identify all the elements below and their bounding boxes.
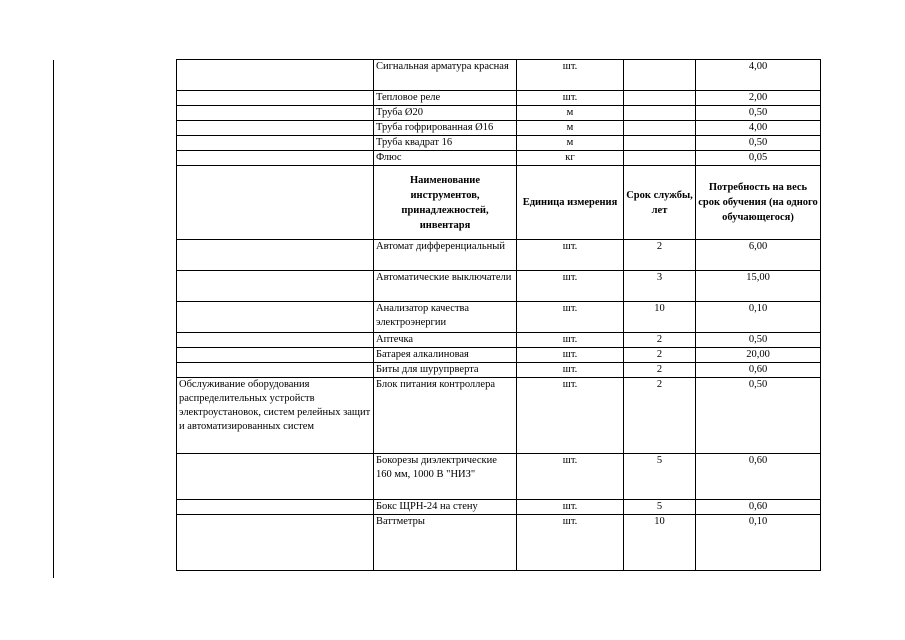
section-cell [177,333,374,348]
item-life: 2 [624,363,696,378]
item-name: Бокорезы диэлектрические 160 мм, 1000 В "НИЗ" [374,454,517,500]
item-need: 0,60 [696,454,821,500]
item-need: 0,60 [696,500,821,515]
item-unit: м [517,136,624,151]
item-name: Труба Ø20 [374,106,517,121]
section-label: Обслуживание оборудования распределительных устройств электроустановок, систем релейных защит и автоматизированных систем [177,378,374,454]
table-row [177,240,821,271]
item-name: Анализатор качества электроэнергии [374,302,517,333]
item-unit: шт. [517,302,624,333]
item-need: 15,00 [696,271,821,302]
table-header-row [177,166,821,240]
section-cell [177,240,374,271]
item-life [624,106,696,121]
section-cell [177,454,374,500]
table-row [177,378,821,454]
item-need: 0,10 [696,302,821,333]
table-row [177,151,821,166]
item-life: 2 [624,348,696,363]
item-life: 2 [624,333,696,348]
item-life: 3 [624,271,696,302]
item-unit: м [517,121,624,136]
header-need: Потребность на весь срок обучения (на одного обучающегося) [696,166,821,240]
item-need: 0,50 [696,333,821,348]
section-cell [177,151,374,166]
item-life: 2 [624,378,696,454]
item-unit: шт. [517,515,624,571]
item-need: 20,00 [696,348,821,363]
item-need: 6,00 [696,240,821,271]
table-row [177,302,821,333]
item-unit: шт. [517,348,624,363]
section-cell [177,363,374,378]
item-unit: шт. [517,271,624,302]
table-row [177,333,821,348]
item-unit: шт. [517,240,624,271]
item-name: Труба квадрат 16 [374,136,517,151]
section-cell [177,166,374,240]
section-cell [177,302,374,333]
table-row [177,271,821,302]
item-life: 10 [624,302,696,333]
header-unit: Единица измерения [517,166,624,240]
item-unit: шт. [517,333,624,348]
table-row [177,454,821,500]
item-name: Автоматические выключатели [374,271,517,302]
table-row [177,363,821,378]
item-name: Флюс [374,151,517,166]
section-cell [177,348,374,363]
table-row [177,515,821,571]
item-unit: м [517,106,624,121]
item-need: 4,00 [696,121,821,136]
item-life [624,121,696,136]
item-name: Биты для шурупрверта [374,363,517,378]
item-name: Сигнальная арматура красная [374,60,517,91]
item-name: Труба гофрированная Ø16 [374,121,517,136]
item-need: 4,00 [696,60,821,91]
header-life: Срок службы, лет [624,166,696,240]
item-need: 2,00 [696,91,821,106]
item-life: 2 [624,240,696,271]
item-life [624,60,696,91]
item-name: Блок питания контроллера [374,378,517,454]
section-cell [177,500,374,515]
item-life [624,136,696,151]
section-cell [177,121,374,136]
item-need: 0,50 [696,136,821,151]
section-cell [177,136,374,151]
section-cell [177,60,374,91]
table-row [177,500,821,515]
table-row [177,136,821,151]
item-unit: шт. [517,378,624,454]
header-name: Наименование инструментов, принадлежностей, инвентаря [374,166,517,240]
item-name: Батарея алкалиновая [374,348,517,363]
section-cell [177,106,374,121]
item-unit: шт. [517,60,624,91]
table-row [177,91,821,106]
item-life [624,91,696,106]
equipment-table [176,59,821,571]
item-name: Ваттметры [374,515,517,571]
item-unit: шт. [517,91,624,106]
item-need: 0,10 [696,515,821,571]
item-name: Бокс ЩРН-24 на стену [374,500,517,515]
item-life: 5 [624,454,696,500]
table-row [177,121,821,136]
item-unit: кг [517,151,624,166]
section-cell [177,91,374,106]
item-life: 10 [624,515,696,571]
item-need: 0,05 [696,151,821,166]
item-unit: шт. [517,500,624,515]
item-unit: шт. [517,454,624,500]
item-name: Автомат дифференциальный [374,240,517,271]
item-life: 5 [624,500,696,515]
item-need: 0,50 [696,106,821,121]
item-name: Аптечка [374,333,517,348]
table-row [177,60,821,91]
section-cell [177,271,374,302]
item-need: 0,50 [696,378,821,454]
item-unit: шт. [517,363,624,378]
table-row [177,106,821,121]
section-cell [177,515,374,571]
page-margin-line [53,60,54,578]
item-name: Тепловое реле [374,91,517,106]
item-need: 0,60 [696,363,821,378]
table-row [177,348,821,363]
item-life [624,151,696,166]
